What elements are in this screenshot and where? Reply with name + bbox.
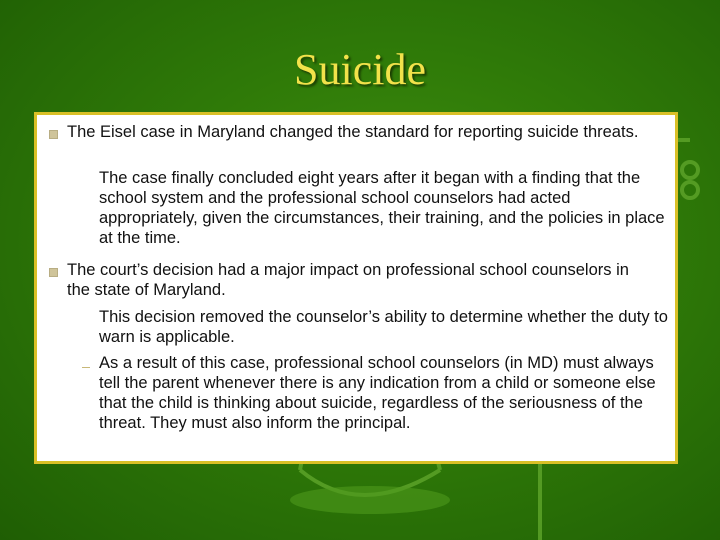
list-item: The Eisel case in Maryland changed the standard for reporting suicide threats. bbox=[67, 123, 639, 141]
list-item: The case finally concluded eight years after it began with a finding that the school system and the professional school counselors had acted appropriately, given the circumstances, their training, and the policies in place at the time. bbox=[99, 169, 665, 247]
list-item: As a result of this case, professional school counselors (in MD) must always tell the parent whenever there is any indication from a child or someone else that the child is thinking about suicide, regardless of the seriousness of the threat. They must also inform the principal. bbox=[99, 354, 656, 432]
slide-title: Suicide bbox=[294, 45, 426, 94]
dash-bullet-icon bbox=[82, 367, 90, 368]
bullet-icon bbox=[49, 130, 58, 139]
bullet-icon bbox=[49, 268, 58, 277]
list-item: The court’s decision had a major impact on professional school counselors in the state of Maryland. bbox=[67, 261, 629, 299]
list-item: This decision removed the counselor’s ability to determine whether the duty to warn is applicable. bbox=[99, 308, 668, 346]
content-box bbox=[34, 112, 678, 464]
